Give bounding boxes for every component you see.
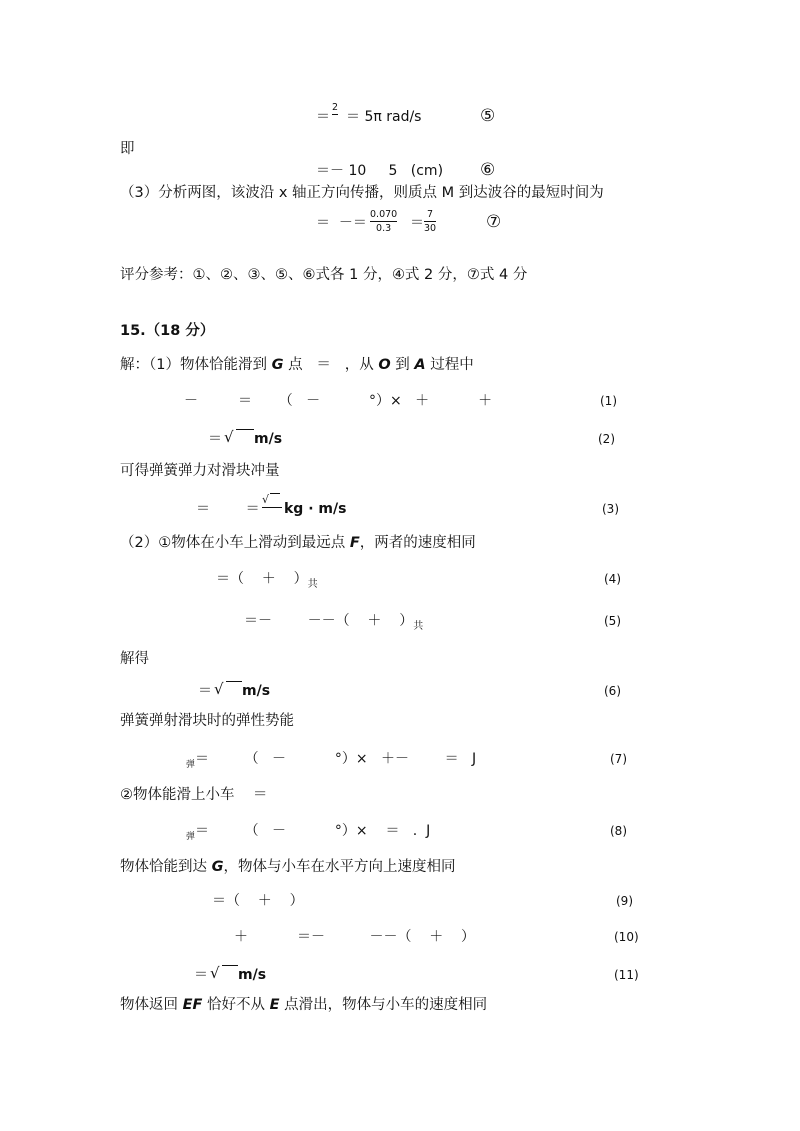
equation-1: － ＝ （ － °）× ＋ ＋ (184, 393, 493, 409)
eq-marker-6: ⑥ (480, 160, 496, 180)
time-fraction-2-den: 30 (424, 223, 437, 234)
point-G-2: G (211, 859, 224, 875)
point-F: F (349, 535, 360, 551)
eq-number-9: (9) (616, 894, 633, 908)
part3-statement: （3）分析两图，该波沿 x 轴正方向传播，则质点 M 到达波谷的最短时间为 (120, 185, 604, 201)
eq-number-3: (3) (602, 502, 619, 516)
equation-11-unit: m/s (238, 967, 267, 983)
equation-5-subscript: 共 (413, 621, 424, 632)
eq-number-10: (10) (614, 930, 639, 944)
eq-number-8: (8) (610, 824, 627, 838)
equation-4-body: ＝（ ＋ ） (216, 571, 308, 587)
time-fraction-1-den: 0.3 (376, 223, 392, 234)
time-eq-lead: ＝ －＝ (316, 215, 367, 231)
equation-8 (186, 822, 430, 842)
equation-4-subscript: 共 (307, 579, 318, 590)
sqrt-icon: √ (214, 680, 224, 698)
reach-g-statement (120, 858, 456, 876)
elastic-energy-statement: 弹簧弹射滑块时的弹性势能 (120, 713, 294, 729)
part2-statement (120, 534, 476, 552)
eq-number-7: (7) (610, 752, 627, 766)
equation-11: ＝ (194, 967, 208, 983)
time-fraction-2 (424, 209, 436, 234)
time-fraction-1-num: 0.070 (370, 209, 398, 220)
omega-fraction (332, 102, 338, 127)
return-statement (120, 996, 487, 1014)
equation-8-subscript: 弹 (186, 832, 196, 842)
eq-marker-7: ⑦ (486, 212, 502, 232)
eq-number-5: (5) (604, 614, 621, 628)
omega-value: ＝ 5π rad/s (346, 109, 422, 125)
part2-text: （2）①物体在小车上滑动到最远点 (120, 535, 350, 551)
eq-number-2: (2) (598, 432, 615, 446)
reach-g-text-a: 物体恰能到达 (120, 859, 212, 875)
equation-7-body: ＝ （ － °）× ＋－ ＝ J (195, 751, 477, 767)
equation-9: ＝（ ＋ ） (212, 893, 304, 909)
sqrt-icon: √ (224, 428, 234, 446)
point-G: G (271, 357, 284, 373)
time-fraction-1 (370, 209, 397, 234)
text-jiede: 解得 (120, 651, 149, 667)
equation-5-body: ＝－ －－（ ＋ ） (244, 613, 414, 629)
omega-equals: ＝ (316, 109, 330, 125)
eq-number-1: (1) (600, 394, 617, 408)
equation-6: ＝ (198, 683, 212, 699)
reach-g-text-b: ，物体与小车在水平方向上速度相同 (223, 859, 456, 875)
equation-5 (244, 612, 423, 632)
point-A: A (414, 357, 426, 373)
solution-intro (120, 356, 474, 374)
solution-intro-text-c: 到 (390, 357, 415, 373)
time-fraction-2-num: 7 (427, 209, 434, 220)
segment-EF: EF (182, 997, 203, 1013)
solution-intro-text-d: 过程中 (425, 357, 474, 373)
return-text-b: 恰好不从 (202, 997, 270, 1013)
equation-3: ＝ ＝ (196, 501, 260, 517)
point-E: E (269, 997, 280, 1013)
solution-intro-text-b: 点 ＝ ，从 (283, 357, 379, 373)
equation-2: ＝ (208, 431, 222, 447)
sqrt-icon-small: √ (262, 493, 270, 506)
point-O: O (378, 357, 391, 373)
equation-3-unit: kg · m/s (284, 501, 347, 517)
text-ji: 即 (120, 141, 135, 157)
sqrt-icon: √ (210, 964, 220, 982)
solution-intro-text-a: 解：（1）物体恰能滑到 (120, 357, 272, 373)
grading-reference: 评分参考：①、②、③、⑤、⑥式各 1 分，④式 2 分，⑦式 4 分 (120, 267, 528, 283)
part2-text-end: ，两者的速度相同 (359, 535, 476, 551)
equation-6-unit: m/s (242, 683, 271, 699)
return-text-c: 点滑出，物体与小车的速度相同 (279, 997, 488, 1013)
question-15-title: 15.（18 分） (120, 323, 215, 339)
equation-10: ＋ ＝－ －－（ ＋ ） (234, 929, 476, 945)
displacement-equation: ＝－ 10 5 (cm) (316, 163, 444, 179)
eq-number-6: (6) (604, 684, 621, 698)
eq-number-11: (11) (614, 968, 639, 982)
eq-number-4: (4) (604, 572, 621, 586)
eq-marker-5: ⑤ (480, 106, 496, 126)
time-eq-mid: ＝ (410, 215, 424, 231)
equation-7-subscript: 弹 (186, 760, 196, 770)
equation-2-unit: m/s (254, 431, 283, 447)
omega-fraction-num: 2 (332, 102, 339, 113)
equation-8-body: ＝ （ － °）× ＝ . J (195, 823, 431, 839)
equation-7 (186, 750, 476, 770)
impulse-statement: 可得弹簧弹力对滑块冲量 (120, 463, 280, 479)
return-text-a: 物体返回 (120, 997, 183, 1013)
part2b-statement: ②物体能滑上小车 ＝ (120, 787, 268, 803)
equation-4 (216, 570, 318, 590)
